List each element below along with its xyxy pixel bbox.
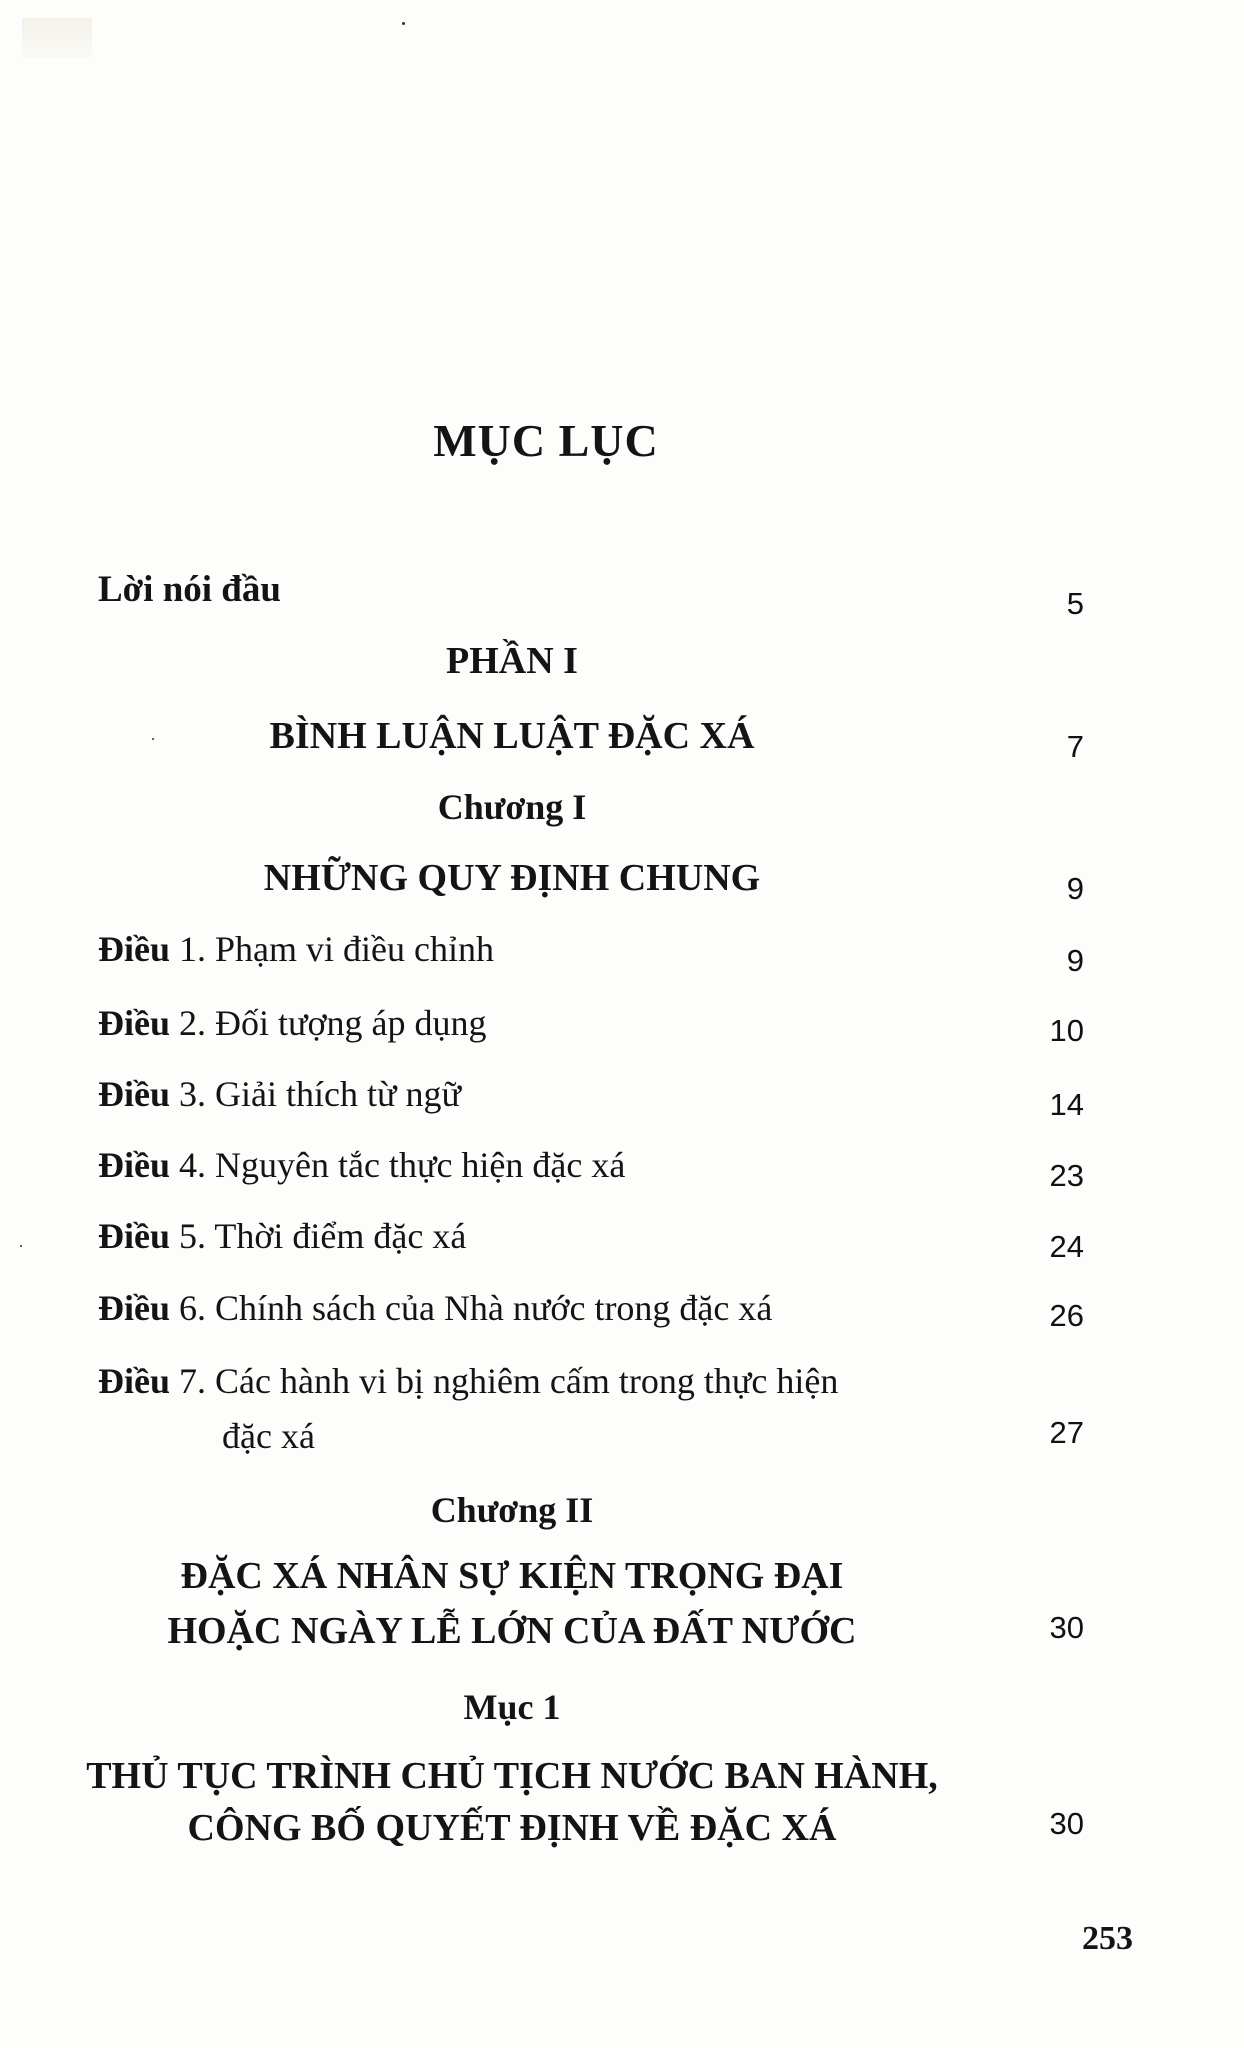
article-prefix: Điều [98,1288,170,1328]
chapter-title: NHỮNG QUY ĐỊNH CHUNG [263,857,761,899]
article-prefix: Điều [98,1216,170,1256]
toc-entry-article-1: Điều 1. Phạm vi điều chỉnh [98,929,494,969]
chapter-title-line-2: HOẶC NGÀY LỄ LỚN CỦA ĐẤT NƯỚC [167,1610,857,1652]
section-label: Mục 1 [463,1687,561,1727]
toc-entry-article-6: Điều 6. Chính sách của Nhà nước trong đặc xá [98,1288,773,1328]
toc-entry-article-3: Điều 3. Giải thích từ ngữ [98,1074,461,1114]
part-title: BÌNH LUẬN LUẬT ĐẶC XÁ [269,715,755,757]
chapter-label: Chương II [430,1490,594,1530]
scan-speck [20,1245,22,1247]
chapter-title-line-1: ĐẶC XÁ NHÂN SỰ KIỆN TRỌNG ĐẠI [180,1555,844,1597]
article-prefix: Điều [98,1145,170,1185]
toc-page-number: 30 [1049,1610,1084,1645]
section-title-line-2: CÔNG BỐ QUYẾT ĐỊNH VỀ ĐẶC XÁ [187,1807,837,1849]
toc-entry-article-7: Điều 7. Các hành vi bị nghiêm cấm trong thực hiện [98,1361,839,1401]
toc-entry-article-4: Điều 4. Nguyên tắc thực hiện đặc xá [98,1145,626,1185]
scan-bleed-mark [22,18,92,58]
toc-entry-preface: Lời nói đầu [98,569,281,610]
toc-page-number: 9 [1066,871,1084,906]
toc-page-number: 26 [1049,1298,1084,1333]
toc-page-number: 5 [1066,586,1084,621]
page-title: MỤC LỤC [433,415,659,466]
toc-entry-article-2: Điều 2. Đối tượng áp dụng [98,1003,487,1043]
section-title-line-1: THỦ TỤC TRÌNH CHỦ TỊCH NƯỚC BAN HÀNH, [86,1755,938,1797]
toc-page-number: 23 [1049,1158,1084,1193]
toc-page-number: 27 [1049,1415,1084,1450]
toc-entry-article-5: Điều 5. Thời điểm đặc xá [98,1216,467,1256]
part-label: PHẦN I [446,640,578,682]
toc-page-number: 14 [1049,1087,1084,1122]
toc-page-number: 30 [1049,1806,1084,1841]
article-prefix: Điều [98,929,170,969]
toc-entry-article-7-continuation: đặc xá [222,1416,315,1456]
article-prefix: Điều [98,1361,170,1401]
chapter-label: Chương I [437,787,587,827]
toc-page-number: 24 [1049,1229,1084,1264]
article-prefix: Điều [98,1003,170,1043]
toc-page-number: 7 [1066,729,1084,764]
article-prefix: Điều [98,1074,170,1114]
toc-page-number: 9 [1066,943,1084,978]
toc-page-number: 10 [1049,1013,1084,1048]
scan-speck [402,22,405,25]
page-folio: 253 [1082,1920,1133,1957]
